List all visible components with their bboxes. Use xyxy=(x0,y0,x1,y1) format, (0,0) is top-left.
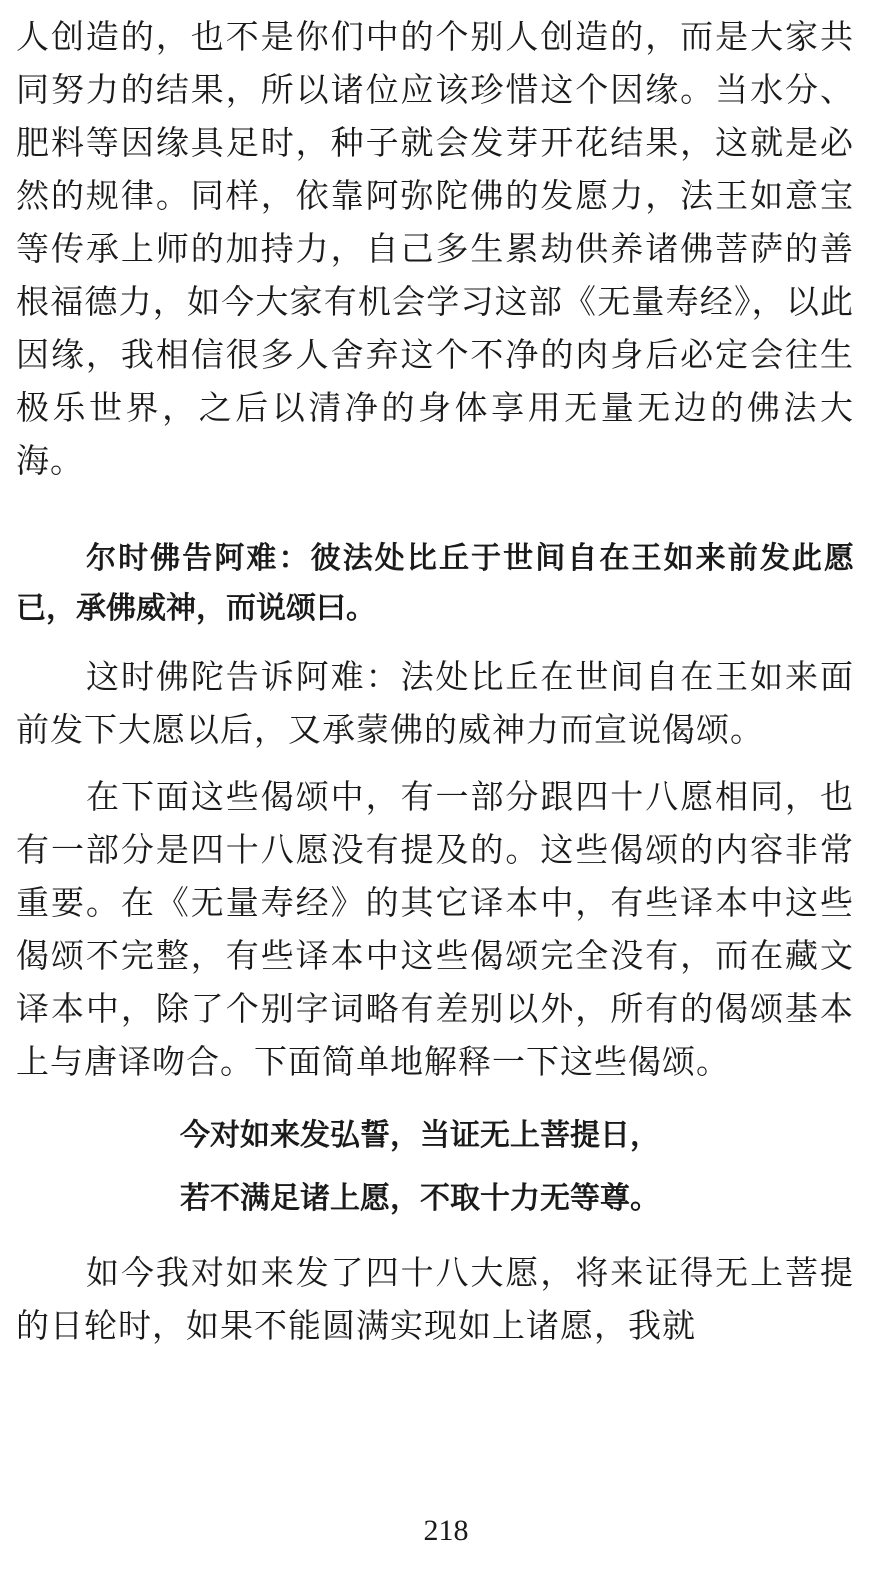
body-paragraph-3: 在下面这些偈颂中，有一部分跟四十八愿相同，也有一部分是四十八愿没有提及的。这些偈颂的内容非常重要。在《无量寿经》的其它译本中，有些译本中这些偈颂不完整，有些译本中这些偈颂完全没有，而在藏文译本中，除了个别字词略有差别以外，所有的偈颂基本上与唐译吻合。下面简单地解释一下这些偈颂。 xyxy=(16,777,854,1081)
verse-block xyxy=(16,1104,854,1230)
verse-line-1: 今对如来发弘誓，当证无上菩提日， xyxy=(180,1118,660,1153)
page-number: 218 xyxy=(423,1514,469,1547)
body-paragraph-1: 人创造的，也不是你们中的个别人创造的，而是大家共同努力的结果，所以诸位应该珍惜这个因缘。当水分、肥料等因缘具足时，种子就会发芽开花结果，这就是必然的规律。同样，依靠阿弥陀佛的发愿力，法王如意宝等传承上师的加持力，自己多生累劫供养诸佛菩萨的善根福德力，如今大家有机会学习这部《无量寿经》，以此因缘，我相信很多人舍弃这个不净的肉身后必定会往生极乐世界，之后以清净的身体享用无量无边的佛法大海。 xyxy=(16,17,854,480)
body-paragraph-4: 如今我对如来发了四十八大愿，将来证得无上菩提的日轮时，如果不能圆满实现如上诸愿，我就 xyxy=(16,1253,854,1345)
sutra-quote: 尔时佛告阿难：彼法处比丘于世间自在王如来前发此愿已，承佛威神，而说颂曰。 xyxy=(16,541,854,626)
verse-line-2: 若不满足诸上愿，不取十力无等尊。 xyxy=(180,1181,660,1216)
body-paragraph-2: 这时佛陀告诉阿难：法处比丘在世间自在王如来面前发下大愿以后，又承蒙佛的威神力而宣说偈颂。 xyxy=(16,657,854,749)
page-body xyxy=(16,10,854,1352)
